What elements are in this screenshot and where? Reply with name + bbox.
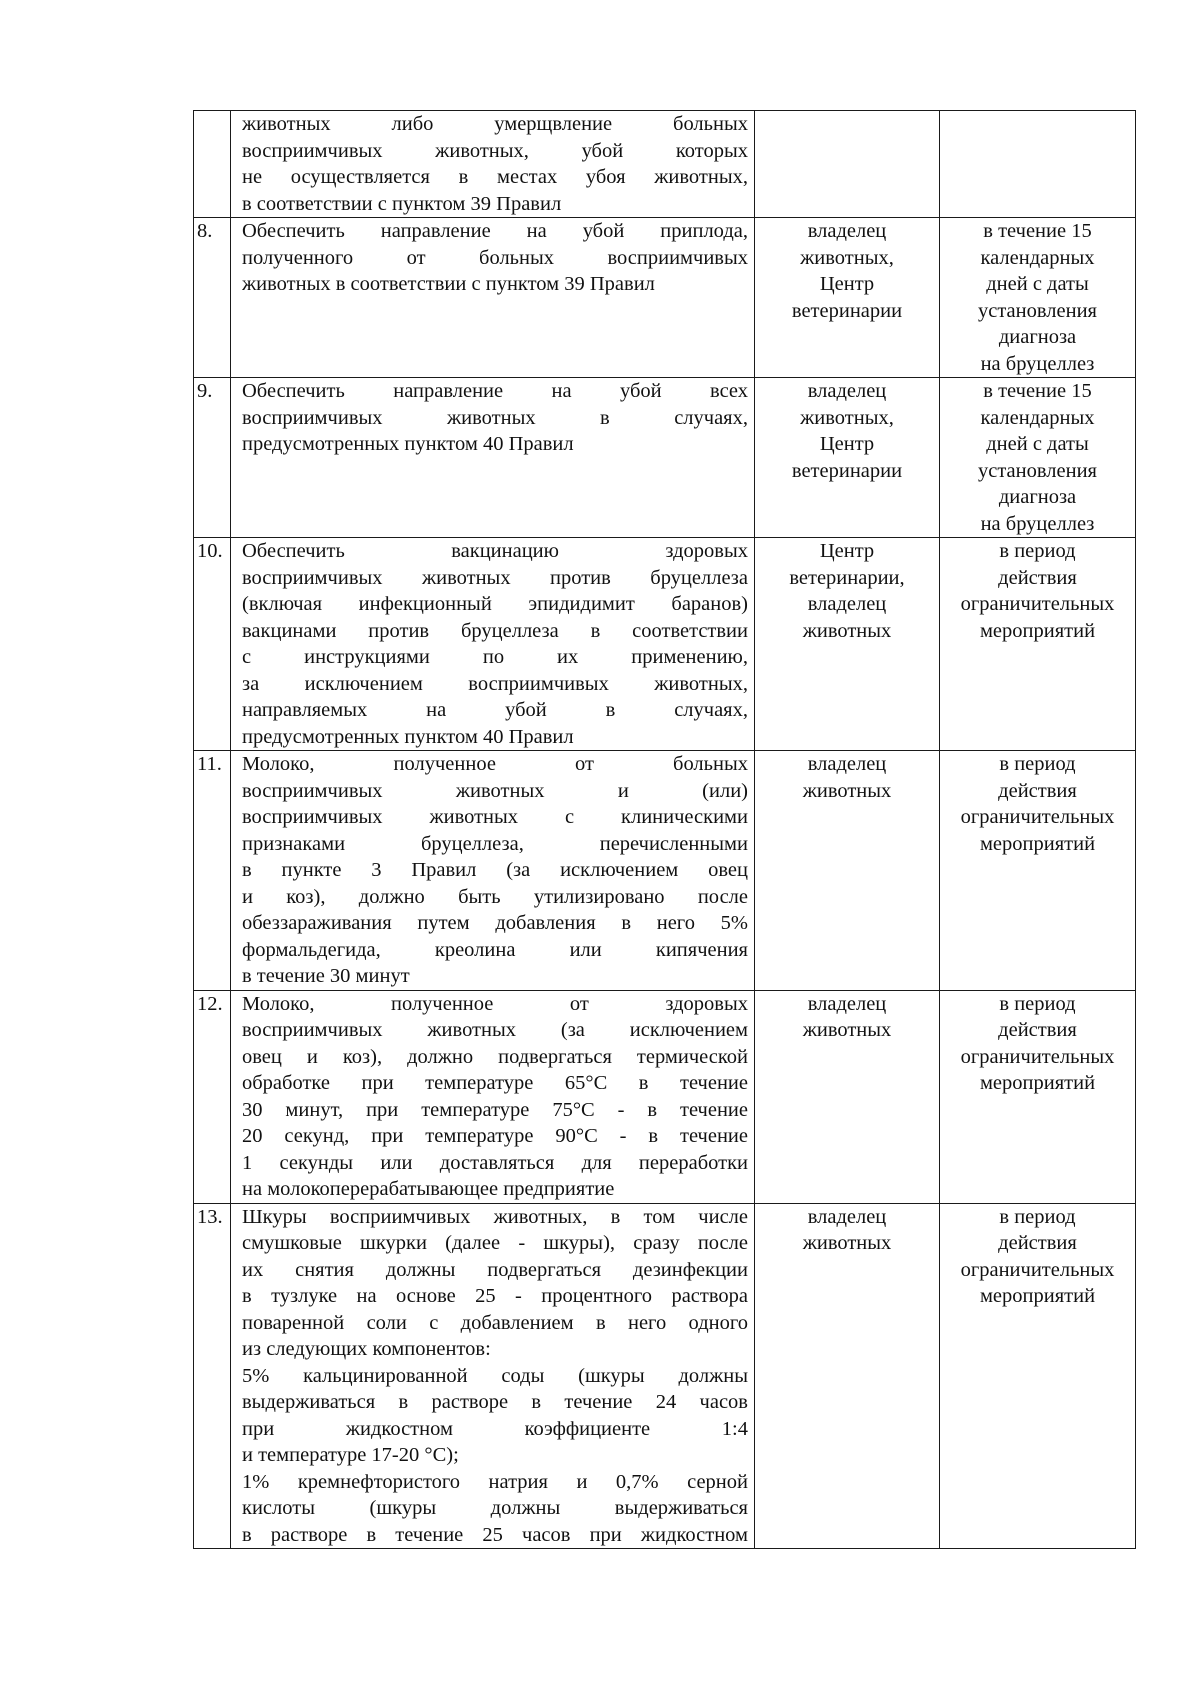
measure-text-line: выдерживаться в растворе в течение 24 часов xyxy=(242,1391,748,1413)
measure-text-line xyxy=(242,351,748,378)
measure-text-line: восприимчивых животных (за исключением xyxy=(242,1019,748,1041)
deadline-line: в период xyxy=(999,1205,1076,1228)
measure-text-line: в пункте 3 Правил (за исключением овец xyxy=(242,859,748,881)
deadline-line: календарных xyxy=(980,246,1095,269)
measure-text-line: восприимчивых животных с клиническими xyxy=(242,806,748,828)
row-number-cell xyxy=(194,111,231,218)
row-number-cell: 13. xyxy=(194,1203,231,1549)
measure-text-line: предусмотренных пунктом 40 Правил xyxy=(242,433,574,455)
measure-text-line: Молоко, полученное от здоровых xyxy=(242,992,748,1015)
deadline-line: календарных xyxy=(980,406,1095,429)
row-number-cell: 9. xyxy=(194,378,231,538)
measure-text-line: в соответствии с пунктом 39 Правил xyxy=(242,192,562,215)
table-row xyxy=(194,218,1136,378)
measure-text-line: не осуществляется в местах убоя животных, xyxy=(242,166,748,188)
responsible-cell xyxy=(755,218,940,378)
responsible-line: владелец xyxy=(807,380,887,402)
deadline-line: ограничительных xyxy=(960,593,1115,615)
measure-text-line: направляемых на убой в случаях, xyxy=(242,699,748,721)
deadline-line: в период xyxy=(999,753,1076,775)
deadline-line: диагноза xyxy=(998,326,1077,348)
deadline-line: ограничительных xyxy=(960,806,1115,828)
responsible-line: животных, xyxy=(800,246,894,269)
measure-text-cell xyxy=(231,218,755,378)
deadline-line: мероприятий xyxy=(979,832,1096,855)
measure-text-line: предусмотренных пунктом 40 Правил xyxy=(242,725,574,748)
responsible-line: Центр xyxy=(819,433,875,455)
measure-text-line: восприимчивых животных против бруцеллеза xyxy=(242,566,748,589)
responsible-line: владелец xyxy=(807,593,887,615)
deadline-line: в период xyxy=(999,992,1076,1015)
responsible-cell xyxy=(755,111,940,218)
deadline-line: мероприятий xyxy=(979,1072,1096,1094)
measure-text-line: за исключением восприимчивых животных, xyxy=(242,672,748,695)
deadline-line: мероприятий xyxy=(979,1285,1096,1307)
deadline-line: действия xyxy=(998,566,1077,589)
deadline-cell xyxy=(940,218,1136,378)
deadline-line: действия xyxy=(998,1019,1077,1041)
deadline-cell xyxy=(940,990,1136,1203)
responsible-cell xyxy=(755,538,940,751)
measure-text-line: 1 секунды или доставляться для переработки xyxy=(242,1151,748,1174)
measure-text-line xyxy=(242,511,748,538)
responsible-line: владелец xyxy=(807,753,887,775)
measure-text-line: и коз), должно быть утилизировано после xyxy=(242,885,748,908)
measure-text-line: Шкуры восприимчивых животных, в том числе xyxy=(242,1205,748,1228)
table-row xyxy=(194,378,1136,538)
responsible-cell xyxy=(755,751,940,991)
deadline-line: в течение 15 xyxy=(983,220,1092,242)
measure-text-line: обработке при температуре 65°C в течение xyxy=(242,1072,748,1094)
responsible-line: животных, xyxy=(800,406,894,429)
deadline-line: установления xyxy=(978,459,1097,482)
deadline-cell xyxy=(940,751,1136,991)
measure-text-line: Обеспечить направление на убой приплода, xyxy=(242,220,748,242)
measure-text-line: смушковые шкурки (далее - шкуры), сразу после xyxy=(242,1232,748,1254)
table-row xyxy=(194,990,1136,1203)
measure-text-line: Молоко, полученное от больных xyxy=(242,753,748,775)
deadline-cell xyxy=(940,378,1136,538)
measure-text-cell xyxy=(231,990,755,1203)
measure-text-line: в тузлуке на основе 25 - процентного раствора xyxy=(242,1285,748,1307)
measure-text-line: (включая инфекционный эпидидимит баранов) xyxy=(242,593,748,615)
deadline-line: на бруцеллез xyxy=(980,352,1095,375)
responsible-line: ветеринарии xyxy=(791,459,903,482)
deadline-line: действия xyxy=(998,1232,1077,1254)
measure-text-line: поваренной соли с добавлением в него одного xyxy=(242,1311,748,1334)
measures-table xyxy=(193,110,1136,1549)
deadline-line: дней с даты xyxy=(986,273,1089,295)
measure-text-line: признаками бруцеллеза, перечисленными xyxy=(242,832,748,855)
measure-text-line: из следующих компонентов: xyxy=(242,1338,491,1360)
responsible-line: животных xyxy=(802,1232,892,1254)
row-number-cell: 8. xyxy=(194,218,231,378)
measure-text-cell xyxy=(231,111,755,218)
responsible-line: владелец xyxy=(807,220,887,242)
table-row xyxy=(194,1203,1136,1549)
measure-text-line: в течение 30 минут xyxy=(242,965,410,987)
row-number-cell: 10. xyxy=(194,538,231,751)
responsible-line: ветеринарии, xyxy=(789,566,905,589)
measure-text-line: и температуре 17-20 °C); xyxy=(242,1444,459,1466)
measure-text-line: их снятия должны подвергаться дезинфекции xyxy=(242,1258,748,1281)
deadline-line: диагноза xyxy=(998,486,1077,508)
measure-text-line: 20 секунд, при температуре 90°C - в течение xyxy=(242,1125,748,1147)
measure-text-line: с инструкциями по их применению, xyxy=(242,646,748,668)
measure-text-line xyxy=(242,458,748,485)
responsible-cell xyxy=(755,990,940,1203)
responsible-line: владелец xyxy=(807,1205,887,1228)
measure-text-line: вакцинами против бруцеллеза в соответствии xyxy=(242,619,748,642)
measure-text-line xyxy=(242,484,748,511)
measure-text-line: на молокоперерабатывающее предприятие xyxy=(242,1178,615,1200)
measure-text-line: восприимчивых животных в случаях, xyxy=(242,406,748,429)
responsible-line: ветеринарии xyxy=(791,299,903,322)
deadline-cell xyxy=(940,1203,1136,1549)
table-row xyxy=(194,111,1136,218)
measure-text-line: 30 минут, при температуре 75°C - в течение xyxy=(242,1098,748,1121)
responsible-line: Центр xyxy=(819,273,875,295)
measure-text-cell xyxy=(231,1203,755,1549)
deadline-cell xyxy=(940,111,1136,218)
measure-text-line: восприимчивых животных и (или) xyxy=(242,779,748,802)
measure-text-line: Обеспечить направление на убой всех xyxy=(242,380,748,402)
deadline-line: на бруцеллез xyxy=(980,512,1095,535)
measure-text-line: животных в соответствии с пунктом 39 Правил xyxy=(242,273,655,295)
measure-text-line: при жидкостном коэффициенте 1:4 xyxy=(242,1417,748,1440)
measure-text-cell xyxy=(231,751,755,991)
measure-text-line: животных либо умерщвление больных xyxy=(242,113,748,135)
deadline-line: мероприятий xyxy=(979,619,1096,642)
deadline-line: действия xyxy=(998,779,1077,802)
measure-text-line: 1% кремнефтористого натрия и 0,7% серной xyxy=(242,1470,748,1493)
row-number-cell: 11. xyxy=(194,751,231,991)
deadline-line: в период xyxy=(999,540,1076,562)
measure-text-line: обеззараживания путем добавления в него 5% xyxy=(242,912,748,934)
measure-text-line: Обеспечить вакцинацию здоровых xyxy=(242,540,748,562)
deadline-line: дней с даты xyxy=(986,433,1089,455)
deadline-line: ограничительных xyxy=(960,1258,1115,1281)
deadline-line: установления xyxy=(978,299,1097,322)
responsible-line: владелец xyxy=(807,992,887,1015)
responsible-line: животных xyxy=(802,779,892,802)
row-number-cell: 12. xyxy=(194,990,231,1203)
responsible-line: Центр xyxy=(819,540,875,562)
measure-text-line: полученного от больных восприимчивых xyxy=(242,246,748,269)
measure-text-line: овец и коз), должно подвергаться термической xyxy=(242,1045,748,1068)
measures-table-body xyxy=(194,111,1136,1549)
deadline-line: ограничительных xyxy=(960,1045,1115,1068)
deadline-cell xyxy=(940,538,1136,751)
responsible-cell xyxy=(755,378,940,538)
measure-text-line xyxy=(242,298,748,325)
responsible-line: животных xyxy=(802,1019,892,1041)
measure-text-line: формальдегида, креолина или кипячения xyxy=(242,938,748,961)
table-row xyxy=(194,751,1136,991)
measure-text-cell xyxy=(231,538,755,751)
measure-text-line: в растворе в течение 25 часов при жидкостном xyxy=(242,1523,748,1546)
table-row xyxy=(194,538,1136,751)
deadline-line: в течение 15 xyxy=(983,380,1092,402)
measure-text-line xyxy=(242,324,748,351)
measure-text-line: восприимчивых животных, убой которых xyxy=(242,139,748,162)
measure-text-line: 5% кальцинированной соды (шкуры должны xyxy=(242,1364,748,1387)
measure-text-line: кислоты (шкуры должны выдерживаться xyxy=(242,1497,748,1519)
responsible-cell xyxy=(755,1203,940,1549)
responsible-line: животных xyxy=(802,619,892,642)
measure-text-cell xyxy=(231,378,755,538)
